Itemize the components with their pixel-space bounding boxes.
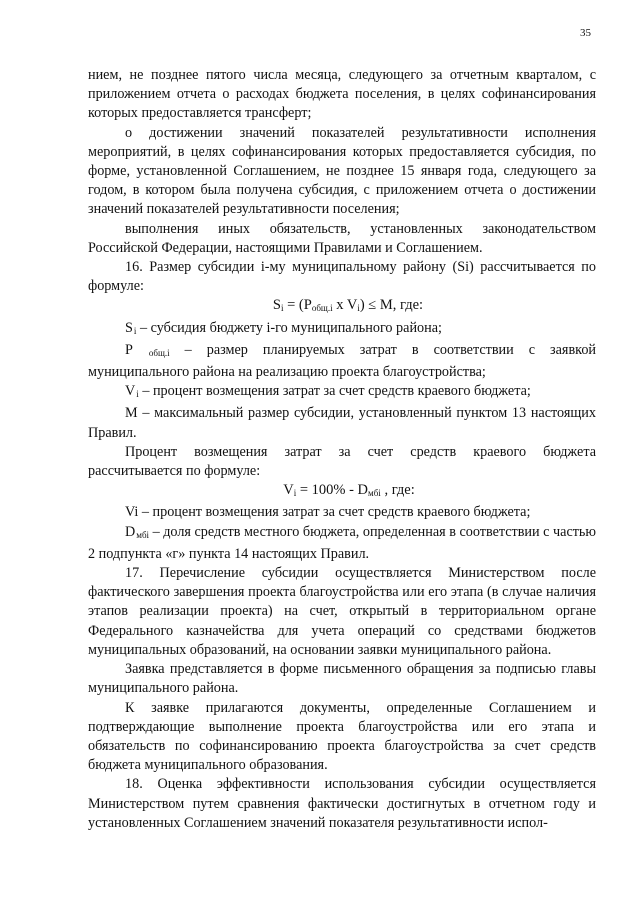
paragraph: Процент возмещения затрат за счет средств краевого бюджета рассчитывается по формуле: [88,443,596,480]
definition-vi: Vi – процент возмещения затрат за счет средств краевого бюджета; [125,504,531,521]
document-body [88,66,596,833]
definition-p: P $_{общ.i}$ – размер планируемых затрат в соответствии с заявкой муниципального района на реализацию проекта благоустройства; [88,341,597,381]
definition-s: $S_i$ – субсидия бюджету i-го муниципального района; [125,319,442,336]
paragraph: 18. Оценка эффективности использования субсидии осуществляется Министерством путем сравнения фактически достигнутых в отчетном году и установленных Соглашением значений показателя результативности испол- [88,776,596,831]
formula-percent: $V_i = 100\% - D_{мбi}$ , где: [283,482,415,499]
definition-v: $V_i$ – процент возмещения затрат за счет средств краевого бюджета; [125,383,531,400]
paragraph: выполнения иных обязательств, установленных законодательством Российской Федерации, настоящими Правилами и Соглашением. [88,220,596,256]
paragraph: нием, не позднее пятого числа месяца, следующего за отчетным кварталом, с приложением отчета о расходах бюджета поселения, в целях софинансирования которых предоставляется трансферт; [88,67,596,122]
formula-subsidy: $S_i = (P_{общ.i}$ x $V_i) \le M$, где: [272,297,424,314]
paragraph: Заявка представляется в форме письменного обращения за подписью главы муниципального района. [88,661,596,697]
paragraph: 16. Размер субсидии i-му муниципальному району (Si) рассчитывается по формуле: [88,259,596,295]
paragraph: о достижении значений показателей результативности исполнения мероприятий, в целях софинансирования которых предоставляется субсидия, по форме, установленной Соглашением, не позднее 15 января года, следующего за годом, в котором была получена субсидия, с приложением отчета о достижении значений показателей результативности поселения; [88,124,596,218]
page-number: 35 [580,27,591,39]
definition-m: M – максимальный размер субсидии, установленный пунктом 13 настоящих Правил. [88,405,596,441]
definition-d: $D_{мбi}$ – доля средств местного бюджета, определенная в соответствии с частью 2 подпункта «г» пункта 14 настоящих Правил. [88,523,597,562]
paragraph: 17. Перечисление субсидии осуществляется Министерством после фактического завершения проекта благоустройства или его этапа (в случае наличия этапов реализации проекта) на счет, открытый в территориальном органе Федерального казначейства для учета операций со средствами бюджетов муниципальных образований, на основании заявки муниципального района. [88,565,596,658]
paragraph: К заявке прилагаются документы, определенные Соглашением и подтверждающие выполнение проекта благоустройства или его этапа и обязательств по софинансированию проекта благоустройства за счет средств бюджета муниципального образования. [88,699,596,774]
